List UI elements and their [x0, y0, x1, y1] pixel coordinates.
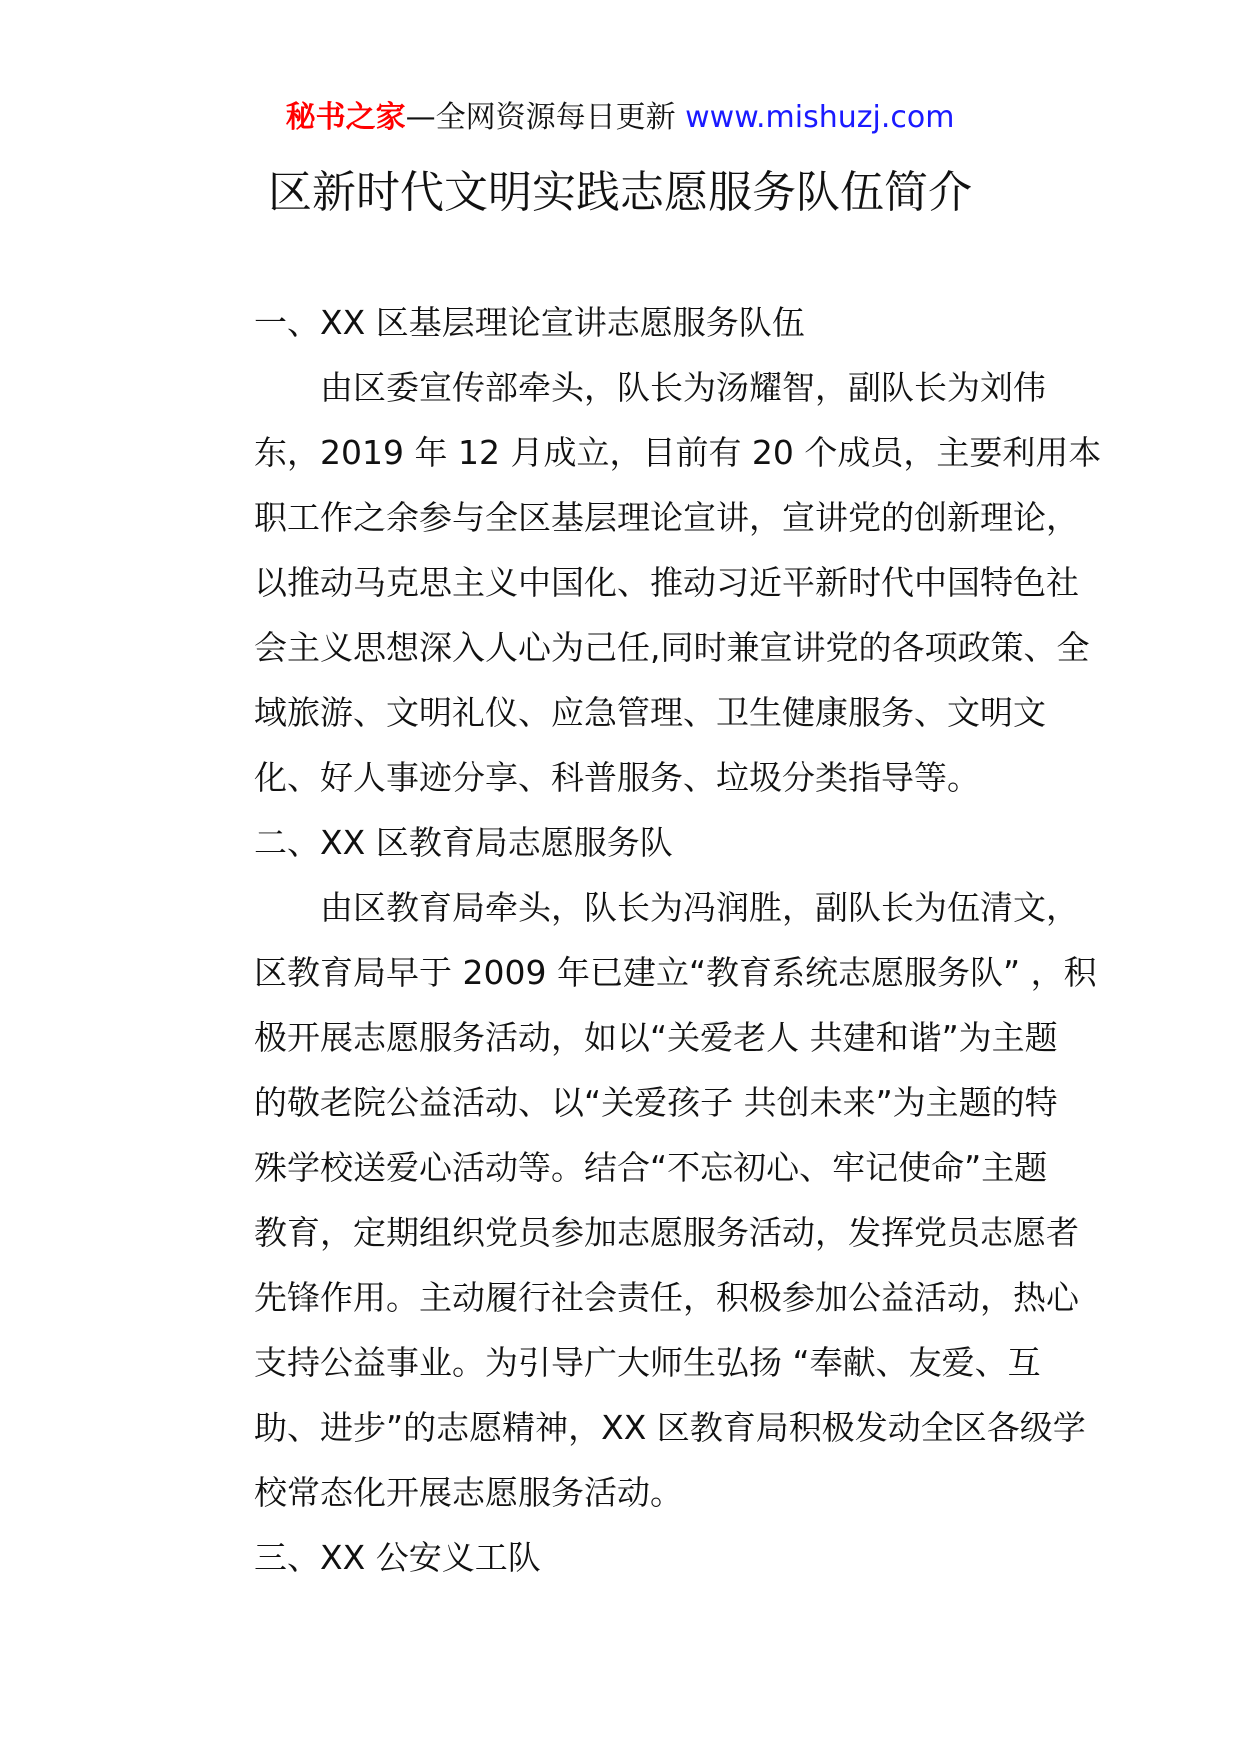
section-heading-3: 三、XX 公安义工队 [254, 1538, 541, 1577]
paragraph-line: 东，2019 年 12 月成立，目前有 20 个成员，主要利用本 [254, 433, 1102, 472]
section-heading-2: 二、XX 区教育局志愿服务队 [254, 823, 673, 862]
brand-name: 秘书之家 [285, 100, 406, 135]
section-paragraph-2 [188, 875, 1097, 1525]
paragraph-line: 职工作之余参与全区基层理论宣讲，宣讲党的创新理论， [254, 498, 1079, 537]
header-slogan: —全网资源每日更新 [405, 100, 676, 135]
paragraph-line: 支持公益事业。为引导广大师生弘扬 “奉献、友爱、互 [254, 1343, 1041, 1382]
paragraph-line: 会主义思想深入人心为己任,同时兼宣讲党的各项政策、全 [254, 628, 1090, 667]
paragraph-line: 区教育局早于 2009 年已建立“教育系统志愿服务队” ，积 [254, 953, 1097, 992]
paragraph-line: 化、好人事迹分享、科普服务、垃圾分类指导等。 [254, 758, 980, 797]
site-url[interactable]: www.mishuzj.com [685, 100, 955, 135]
paragraph-line: 由区教育局牵头，队长为冯润胜，副队长为伍清文， [320, 888, 1079, 927]
paragraph-line: 先锋作用。主动履行社会责任，积极参加公益活动，热心 [254, 1278, 1079, 1317]
paragraph-line: 助、进步”的志愿精神，XX 区教育局积极发动全区各级学 [254, 1408, 1086, 1447]
section-paragraph-1 [188, 355, 1102, 810]
paragraph-line: 极开展志愿服务活动，如以“关爱老人 共建和谐”为主题 [254, 1018, 1058, 1057]
paragraph-line: 域旅游、文明礼仪、应急管理、卫生健康服务、文明文 [254, 693, 1046, 732]
paragraph-line: 殊学校送爱心活动等。结合“不忘初心、牢记使命”主题 [254, 1148, 1048, 1187]
section-heading-1: 一、XX 区基层理论宣讲志愿服务队伍 [254, 303, 805, 342]
paragraph-line: 由区委宣传部牵头，队长为汤耀智，副队长为刘伟 [320, 368, 1046, 407]
document-body [188, 290, 1102, 1590]
site-header [0, 98, 1240, 138]
paragraph-line: 校常态化开展志愿服务活动。 [254, 1473, 683, 1512]
paragraph-line: 的敬老院公益活动、以“关爱孩子 共创未来”为主题的特 [254, 1083, 1058, 1122]
document-title: 区新时代文明实践志愿服务队伍简介 [268, 167, 972, 218]
paragraph-line: 教育，定期组织党员参加志愿服务活动，发挥党员志愿者 [254, 1213, 1079, 1252]
paragraph-line: 以推动马克思主义中国化、推动习近平新时代中国特色社 [254, 563, 1079, 602]
